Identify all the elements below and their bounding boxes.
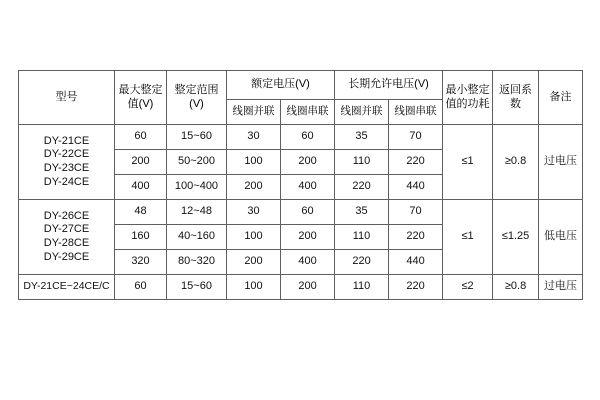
cell-max-setting: 400 — [115, 175, 167, 200]
cell-rated-series: 60 — [281, 200, 335, 225]
model-label: DY-21CE — [43, 134, 90, 147]
cell-setting-range: 12~48 — [167, 200, 227, 225]
cell-rated-series: 200 — [281, 150, 335, 175]
header-rated-voltage: 额定电压(V) — [227, 71, 335, 100]
cell-rated-series: 200 — [281, 275, 335, 300]
cell-return-coefficient: ≤1.25 — [493, 200, 539, 275]
cell-allow-parallel: 110 — [335, 150, 389, 175]
model-label: DY-29CE — [43, 250, 90, 263]
cell-return-coefficient: ≥0.8 — [493, 125, 539, 200]
cell-remark: 低电压 — [539, 200, 583, 275]
model-label: DY-24CE — [43, 175, 90, 188]
cell-allow-parallel: 35 — [335, 200, 389, 225]
header-return-coefficient: 返回系数 — [493, 71, 539, 125]
cell-max-setting: 60 — [115, 275, 167, 300]
model-label: DY-27CE — [43, 223, 90, 236]
cell-allow-parallel: 220 — [335, 250, 389, 275]
cell-rated-parallel: 30 — [227, 200, 281, 225]
header-allow-coil-series: 线圈串联 — [389, 100, 443, 125]
cell-rated-series: 200 — [281, 225, 335, 250]
cell-rated-series: 60 — [281, 125, 335, 150]
cell-rated-parallel: 100 — [227, 275, 281, 300]
cell-allow-parallel: 110 — [335, 225, 389, 250]
header-max-setting: 最大整定值(V) — [115, 71, 167, 125]
model-label: DY-26CE — [43, 209, 90, 222]
cell-setting-range: 100~400 — [167, 175, 227, 200]
cell-rated-parallel: 100 — [227, 225, 281, 250]
cell-rated-parallel: 200 — [227, 175, 281, 200]
cell-allow-series: 70 — [389, 200, 443, 225]
cell-allow-series: 220 — [389, 150, 443, 175]
cell-setting-range: 15~60 — [167, 275, 227, 300]
cell-allow-parallel: 220 — [335, 175, 389, 200]
cell-rated-parallel: 30 — [227, 125, 281, 150]
cell-setting-range: 80~320 — [167, 250, 227, 275]
cell-rated-parallel: 200 — [227, 250, 281, 275]
cell-allow-series: 440 — [389, 250, 443, 275]
cell-allow-series: 440 — [389, 175, 443, 200]
cell-rated-series: 400 — [281, 250, 335, 275]
header-allow-coil-parallel: 线圈并联 — [335, 100, 389, 125]
header-long-term-allow: 长期允许电压(V) — [335, 71, 443, 100]
model-group-2 — [19, 200, 115, 275]
cell-setting-range: 40~160 — [167, 225, 227, 250]
header-setting-range: 整定范围(V) — [167, 71, 227, 125]
header-remark: 备注 — [539, 71, 583, 125]
cell-setting-range: 50~200 — [167, 150, 227, 175]
cell-rated-series: 400 — [281, 175, 335, 200]
cell-remark: 过电压 — [539, 125, 583, 200]
cell-max-setting: 60 — [115, 125, 167, 150]
model-label: DY-22CE — [43, 148, 90, 161]
header-rated-coil-series: 线圈串联 — [281, 100, 335, 125]
cell-allow-series: 220 — [389, 275, 443, 300]
header-rated-coil-parallel: 线圈并联 — [227, 100, 281, 125]
cell-allow-parallel: 35 — [335, 125, 389, 150]
cell-return-coefficient: ≥0.8 — [493, 275, 539, 300]
model-label: DY-28CE — [43, 237, 90, 249]
cell-setting-range: 15~60 — [167, 125, 227, 150]
cell-allow-series: 220 — [389, 225, 443, 250]
cell-max-setting: 48 — [115, 200, 167, 225]
table-header-row-1 — [19, 71, 583, 100]
table-row — [19, 125, 583, 150]
cell-rated-parallel: 100 — [227, 150, 281, 175]
model-group-1 — [19, 125, 115, 200]
table-body — [19, 125, 583, 300]
table-head — [19, 71, 583, 125]
header-min-power: 最小整定值的功耗 — [443, 71, 493, 125]
table-row — [19, 200, 583, 225]
cell-allow-parallel: 110 — [335, 275, 389, 300]
specification-table — [18, 70, 583, 300]
cell-min-power: ≤2 — [443, 275, 493, 300]
table-row — [19, 275, 583, 300]
model-last: DY-21CE~24CE/C — [19, 275, 115, 300]
cell-min-power: ≤1 — [443, 200, 493, 275]
cell-max-setting: 320 — [115, 250, 167, 275]
model-label: DY-23CE — [43, 162, 90, 174]
cell-max-setting: 200 — [115, 150, 167, 175]
cell-allow-series: 70 — [389, 125, 443, 150]
cell-min-power: ≤1 — [443, 125, 493, 200]
header-model: 型号 — [19, 71, 115, 125]
cell-remark: 过电压 — [539, 275, 583, 300]
cell-max-setting: 160 — [115, 225, 167, 250]
